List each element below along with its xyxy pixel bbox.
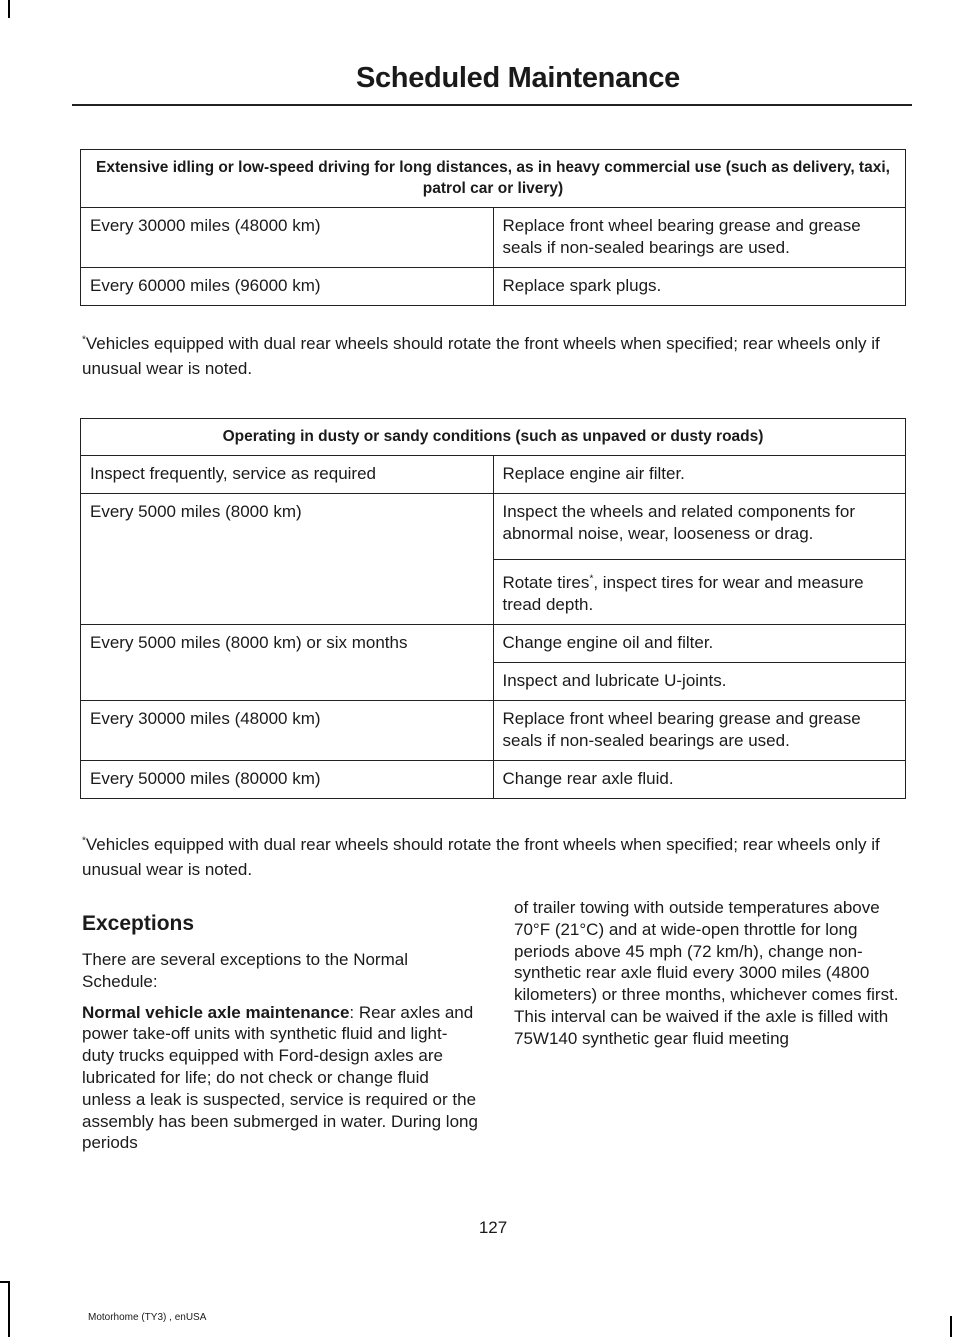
service-cell: Replace engine air filter.: [493, 456, 906, 494]
paragraph: There are several exceptions to the Normal Schedule:: [82, 950, 408, 991]
footnote: [82, 331, 912, 381]
table-row: [81, 761, 906, 799]
service-cell: Rotate tires*, inspect tires for wear and measure tread depth.: [493, 560, 906, 625]
table-heading: Extensive idling or low-speed driving for long distances, as in heavy commercial use (such as delivery, taxi, patrol car or livery): [81, 150, 906, 208]
paragraph: Normal vehicle axle maintenance: Rear axles and power take-off units with synthetic fluid and light-duty trucks equipped with Ford-design axles are lubricated for life; do not check or change fluid unless a leak is suspected, service is required or the assembly has been submerged in water. During long periods: [82, 1002, 478, 1153]
page-number: 127: [478, 1218, 508, 1237]
header-divider: [72, 104, 912, 106]
service-cell: Inspect and lubricate U-joints.: [493, 663, 906, 701]
service-cell: Change rear axle fluid.: [493, 761, 906, 799]
table-heading: Operating in dusty or sandy conditions (such as unpaved or dusty roads): [81, 419, 906, 456]
footer-text: Motorhome (TY3) , enUSA: [88, 1312, 207, 1323]
service-cell: Replace front wheel bearing grease and grease seals if non-sealed bearings are used.: [493, 701, 906, 761]
footnote-text: Vehicles equipped with dual rear wheels should rotate the front wheels when specified; rear wheels only if unusual wear is noted.: [82, 835, 880, 879]
paragraph-lead: Normal vehicle axle maintenance: [82, 1002, 350, 1022]
footnote-text: Vehicles equipped with dual rear wheels should rotate the front wheels when specified; rear wheels only if unusual wear is noted.: [82, 334, 880, 378]
interval-cell: Every 5000 miles (8000 km) or six months: [81, 625, 494, 701]
section-heading: Exceptions: [82, 912, 195, 935]
exceptions-left-column: [82, 911, 478, 1163]
table-dusty-conditions: [80, 418, 906, 799]
exceptions-right-column: [514, 897, 912, 1059]
table-row: [81, 625, 906, 663]
interval-cell: Inspect frequently, service as required: [81, 456, 494, 494]
crop-mark-top-left: [8, 0, 10, 18]
interval-cell: Every 60000 miles (96000 km): [81, 268, 494, 306]
table-row: [81, 268, 906, 306]
service-cell: Replace spark plugs.: [493, 268, 906, 306]
interval-cell: Every 50000 miles (80000 km): [81, 761, 494, 799]
interval-cell: Every 5000 miles (8000 km): [81, 494, 494, 625]
table-row: [81, 208, 906, 268]
table-row: [81, 701, 906, 761]
interval-cell: Every 30000 miles (48000 km): [81, 208, 494, 268]
crop-mark-bottom-right: [950, 1316, 952, 1337]
footnote-mark: *: [82, 334, 86, 346]
paragraph: of trailer towing with outside temperatures above 70°F (21°C) and at wide-open throttle for long periods above 45 mph (72 km/h), change non-synthetic rear axle fluid every 3000 miles (4800 kilometers) or three months, whichever comes first. This interval can be waived if the axle is filled with 75W140 synthetic gear fluid meeting: [514, 898, 899, 1048]
service-cell: Change engine oil and filter.: [493, 625, 906, 663]
service-cell: Replace front wheel bearing grease and grease seals if non-sealed bearings are used.: [493, 208, 906, 268]
crop-mark-bottom-left-h: [0, 1281, 10, 1283]
page-title: Scheduled Maintenance: [355, 62, 680, 94]
table-row: [81, 456, 906, 494]
table-heavy-commercial-use: [80, 149, 906, 306]
service-cell: Inspect the wheels and related components for abnormal noise, wear, looseness or drag.: [493, 494, 906, 560]
table-row: [81, 494, 906, 560]
footnote: [82, 832, 912, 882]
crop-mark-bottom-left: [8, 1281, 10, 1337]
interval-cell: Every 30000 miles (48000 km): [81, 701, 494, 761]
footnote-mark: *: [82, 835, 86, 847]
footnote-mark: *: [589, 573, 594, 585]
